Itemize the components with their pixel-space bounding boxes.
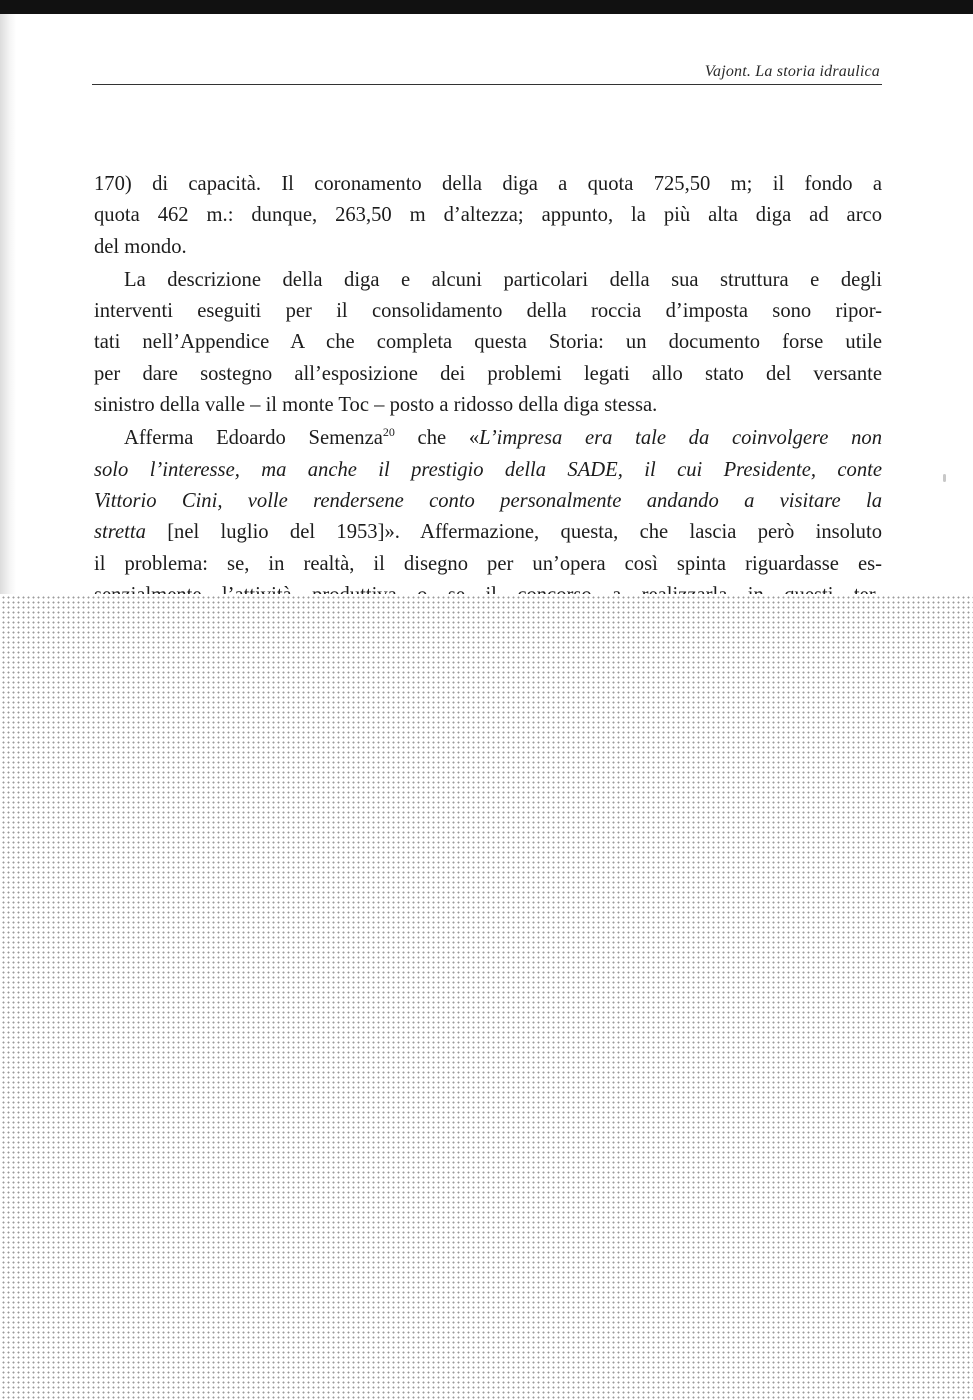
quote-text: L’impresa era tale da coinvolgere non	[479, 427, 882, 450]
text-line: 170) di capacità. Il coronamento della diga a quota 725,50 m; il fondo a	[94, 173, 882, 195]
text-run: che «	[394, 427, 480, 450]
text-line	[94, 423, 882, 454]
scan-speck	[943, 474, 946, 482]
paragraph-3	[94, 423, 882, 596]
quote-line: Vittorio Cini, volle rendersene conto personalmente andando a visitare la	[94, 489, 882, 512]
paragraph-2	[94, 265, 882, 421]
text-line: quota 462 m.: dunque, 263,50 m d’altezza; appunto, la più alta diga ad arco	[94, 204, 882, 227]
text-line: per dare sostegno all’esposizione dei problemi legati allo stato del versante	[94, 362, 882, 385]
text-line: sinistro della valle – il monte Toc – posto a ridosso della diga stessa.	[94, 394, 658, 417]
text-line: interventi eseguiti per il consolidamento della roccia d’imposta sono ripor-	[94, 300, 882, 323]
scan-dither-overlay	[0, 594, 973, 1400]
scan-top-edge	[0, 0, 973, 14]
text-line	[94, 517, 882, 548]
quote-text: stretta	[94, 521, 146, 544]
text-line: tati nell’Appendice A che completa questa Storia: un documento forse utile	[94, 331, 882, 354]
running-head: Vajont. La storia idraulica	[704, 63, 880, 80]
book-page	[16, 14, 973, 594]
text-run: [nel luglio del 1953]». Affermazione, questa, che lascia però insoluto	[145, 521, 882, 544]
body-text	[94, 169, 882, 599]
quote-line: solo l’interesse, ma anche il prestigio della SADE, il cui Presidente, conte	[94, 458, 882, 481]
text-line: La descrizione della diga e alcuni particolari della sua struttura e degli	[124, 268, 882, 291]
page-binding-shadow	[0, 14, 16, 594]
text-line: il problema: se, in realtà, il disegno per un’opera così spinta riguardasse es-	[94, 552, 882, 575]
footnote-ref: 20	[382, 425, 395, 440]
header-rule	[92, 84, 882, 85]
text-line: del mondo.	[94, 235, 187, 258]
text-run: Afferma Edoardo Semenza	[124, 427, 383, 450]
paragraph-1	[94, 169, 882, 263]
